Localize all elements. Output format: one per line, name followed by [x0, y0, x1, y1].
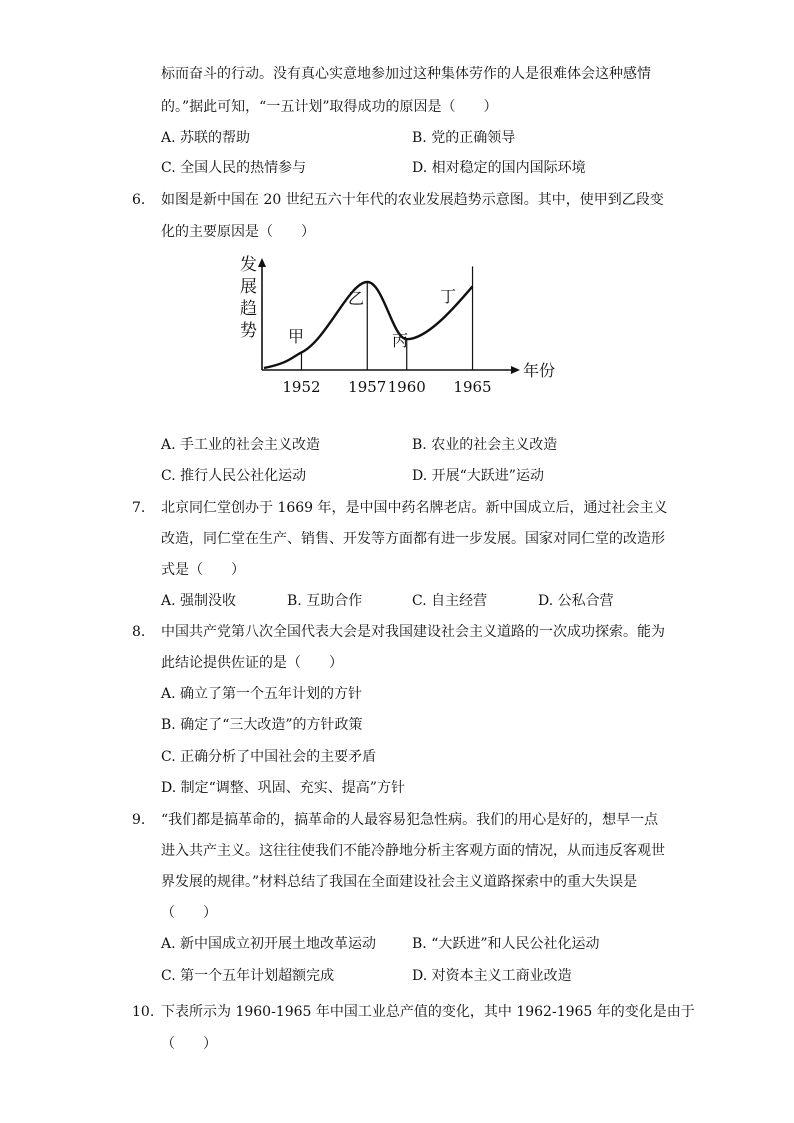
q9-option-d: D. 对资本主义工商业改造 [412, 968, 572, 984]
x-tick-label-1965: 1965 [453, 378, 492, 396]
q5-option-a: A. 苏联的帮助 [161, 130, 251, 146]
x-tick-label-1960: 1960 [387, 378, 426, 396]
q5-option-b: B. 党的正确领导 [412, 130, 516, 146]
q5-option-c: C. 全国人民的热情参与 [161, 160, 307, 176]
q9-option-b: B. “大跃进”和人民公社化运动 [412, 936, 600, 952]
q9-option-c: C. 第一个五年计划超额完成 [161, 968, 335, 984]
q8-text-line-1: 中国共产党第八次全国代表大会是对我国建设社会主义道路的一次成功探索。能为 [161, 624, 665, 640]
q8-text-line-2: 此结论提供佐证的是（ ） [161, 655, 343, 671]
q10-text-line-2: （ ） [161, 1036, 217, 1052]
q8-option-b: B. 确定了“三大改造”的方针政策 [161, 717, 363, 733]
q7-number: 7. [132, 500, 146, 516]
q10-number: 10. [132, 1004, 155, 1020]
y-label-char-3: 趋 [240, 299, 257, 319]
q9-text-line-4: （ ） [161, 905, 217, 921]
y-label-char-4: 势 [240, 321, 257, 341]
y-axis-arrow [258, 258, 266, 267]
q7-option-a: A. 强制没收 [161, 593, 237, 609]
q5-text-line-2: 的。”据此可知，“一五计划”取得成功的原因是（ ） [161, 99, 498, 115]
q6-number: 6. [132, 192, 146, 208]
point-label-bing: 丙 [392, 331, 409, 350]
q6-text-line-2: 化的主要原因是（ ） [161, 224, 315, 240]
q8-number: 8. [132, 624, 146, 640]
q9-option-a: A. 新中国成立初开展土地改革运动 [161, 936, 377, 952]
q7-text-line-3: 式是（ ） [161, 562, 245, 578]
q9-text-line-1: “我们都是搞革命的，搞革命的人最容易犯急性病。我们的用心是好的，想早一点 [161, 812, 659, 828]
x-axis-label: 年份 [523, 361, 556, 380]
q9-text-line-2: 进入共产主义。这往往使我们不能冷静地分析主客观方面的情况，从而违反客观世 [161, 843, 665, 859]
q6-option-a: A. 手工业的社会主义改造 [161, 437, 321, 453]
q7-option-c: C. 自主经营 [412, 593, 488, 609]
point-label-ding: 丁 [440, 287, 457, 306]
x-tick-label-1952: 1952 [282, 378, 321, 396]
q8-option-c: C. 正确分析了中国社会的主要矛盾 [161, 749, 377, 765]
q9-text-line-3: 界发展的规律。”材料总结了我国在全面建设社会主义道路探索中的重大失误是 [161, 874, 638, 890]
y-label-char-1: 发 [240, 255, 257, 275]
q7-text-line-2: 改造，同仁堂在生产、销售、开发等方面都有进一步发展。国家对同仁堂的改造形 [161, 531, 665, 547]
q7-option-d: D. 公私合营 [538, 593, 614, 609]
q6-option-d: D. 开展“大跃进”运动 [412, 468, 544, 484]
y-label-char-2: 展 [240, 277, 257, 297]
q6-option-b: B. 农业的社会主义改造 [412, 437, 558, 453]
x-tick-label-1957: 1957 [348, 378, 387, 396]
q6-text-line-1: 如图是新中国在 20 世纪五六十年代的农业发展趋势示意图。其中，使甲到乙段变 [161, 192, 664, 208]
point-label-jia: 甲 [288, 327, 305, 346]
q8-option-d: D. 制定“调整、巩固、充实、提高”方针 [161, 780, 405, 796]
x-axis-arrow [511, 366, 520, 374]
agriculture-trend-chart [230, 252, 556, 402]
q6-option-c: C. 推行人民公社化运动 [161, 468, 307, 484]
q5-option-d: D. 相对稳定的国内国际环境 [412, 160, 586, 176]
q7-text-line-1: 北京同仁堂创办于 1669 年，是中国中药名牌老店。新中国成立后，通过社会主义 [161, 500, 668, 516]
q10-text-line-1: 下表所示为 1960-1965 年中国工业总产值的变化，其中 1962-1965 年的变化是由于 [161, 1004, 695, 1020]
point-label-yi: 乙 [348, 289, 365, 308]
q7-option-b: B. 互助合作 [287, 593, 363, 609]
q8-option-a: A. 确立了第一个五年计划的方针 [161, 686, 363, 702]
q5-text-line-1: 标而奋斗的行动。没有真心实意地参加过这种集体劳作的人是很难体会这种感情 [161, 66, 651, 82]
q9-number: 9. [132, 812, 146, 828]
